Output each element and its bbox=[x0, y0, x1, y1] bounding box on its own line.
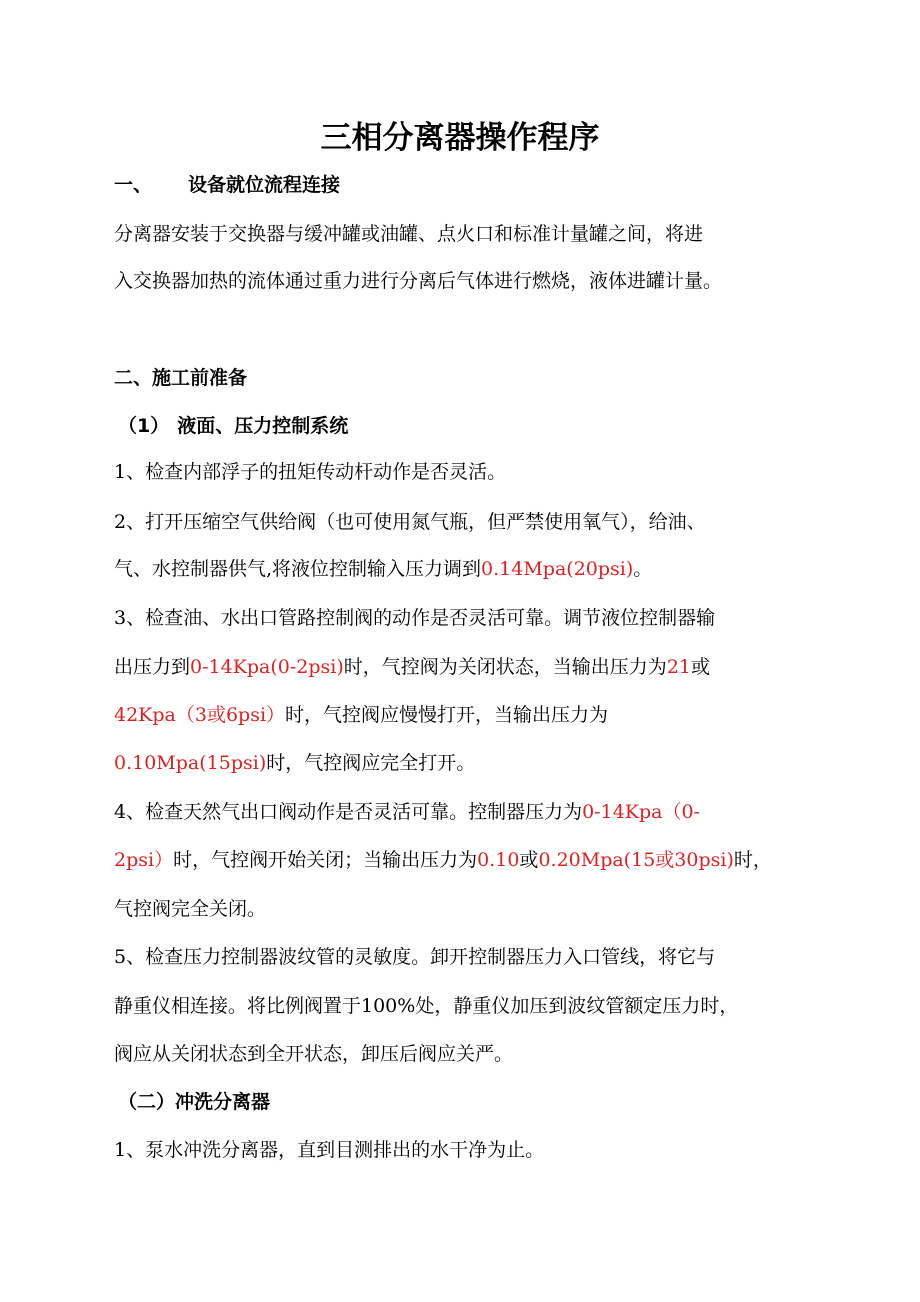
section-number-1: 一、 bbox=[114, 174, 153, 196]
text-run: 。 bbox=[633, 558, 653, 580]
text-run: 时， bbox=[733, 849, 772, 871]
section-heading-2: 二、施工前准备 bbox=[114, 367, 248, 389]
list-item-4-line-1 bbox=[114, 800, 700, 824]
highlighted-value: 2psi） bbox=[114, 849, 174, 871]
text-run: 出压力到 bbox=[114, 656, 191, 678]
subsection-number: （1） bbox=[118, 415, 170, 437]
list-item-5-line-1: 5、检查压力控制器波纹管的灵敏度。卸开控制器压力入口管线，将它与 bbox=[114, 946, 716, 968]
list-item-3-line-2 bbox=[114, 655, 710, 679]
list-item-3-line-3 bbox=[114, 703, 608, 727]
section-title-1: 设备就位流程连接 bbox=[188, 174, 341, 196]
paragraph-line: 入交换器加热的流体通过重力进行分离后气体进行燃烧，液体进罐计量。 bbox=[114, 270, 723, 292]
list-item-5-line-3: 阀应从关闭状态到全开状态，卸压后阀应关严。 bbox=[114, 1043, 514, 1065]
text-run: 或 bbox=[519, 849, 539, 871]
highlighted-value: 0.10 bbox=[477, 849, 520, 871]
highlighted-value: 0-14Kpa(0-2psi) bbox=[190, 656, 344, 678]
highlighted-value: 0-14Kpa（0- bbox=[582, 801, 700, 823]
list-item-3-line-4 bbox=[114, 751, 475, 775]
subsection-heading-1 bbox=[118, 414, 348, 438]
list-item-5-line-2: 静重仪相连接。将比例阀置于100%处，静重仪加压到波纹管额定压力时， bbox=[114, 995, 739, 1017]
list-item-1: 1、检查内部浮子的扭矩传动杆动作是否灵活。 bbox=[114, 461, 507, 483]
text-run: 4、检查天然气出口阀动作是否灵活可靠。控制器压力为 bbox=[114, 801, 583, 823]
paragraph-line: 分离器安装于交换器与缓冲罐或油罐、点火口和标准计量罐之间，将进 bbox=[114, 223, 704, 245]
text-run: 时，气控阀应慢慢打开，当输出压力为 bbox=[285, 704, 609, 726]
list-item-2-line-2 bbox=[114, 557, 652, 581]
highlighted-value: 0.10Mpa(15psi) bbox=[114, 752, 267, 774]
list-item-4-line-2 bbox=[114, 848, 772, 872]
highlighted-value: 0.20Mpa(15或30psi) bbox=[538, 849, 734, 871]
highlighted-value: 21 bbox=[666, 656, 691, 678]
text-run: 气、水控制器供气,将液位控制输入压力调到 bbox=[114, 558, 482, 580]
text-run: 时，气控阀为关闭状态，当输出压力为 bbox=[343, 656, 667, 678]
list-item-2-line-1: 2、打开压缩空气供给阀（也可使用氮气瓶，但严禁使用氧气），给油、 bbox=[114, 511, 706, 533]
list-item-flush-1: 1、泵水冲洗分离器，直到目测排出的水干净为止。 bbox=[114, 1139, 545, 1161]
text-run: 时，气控阀开始关闭；当输出压力为 bbox=[173, 849, 478, 871]
highlighted-value: 0.14Mpa(20psi) bbox=[481, 558, 634, 580]
text-run: 或 bbox=[691, 656, 711, 678]
highlighted-value: 42Kpa（3或6psi） bbox=[114, 704, 286, 726]
subsection-title: 液面、压力控制系统 bbox=[177, 415, 349, 437]
document-title: 三相分离器操作程序 bbox=[320, 120, 600, 156]
section-heading-1 bbox=[114, 173, 340, 197]
list-item-4-line-3: 气控阀完全关闭。 bbox=[114, 898, 267, 920]
list-item-3-line-1: 3、检查油、水出口管路控制阀的动作是否灵活可靠。调节液位控制器输 bbox=[114, 607, 716, 629]
text-run: 时，气控阀应完全打开。 bbox=[266, 752, 476, 774]
subsection-heading-2: （二）冲洗分离器 bbox=[118, 1091, 271, 1113]
